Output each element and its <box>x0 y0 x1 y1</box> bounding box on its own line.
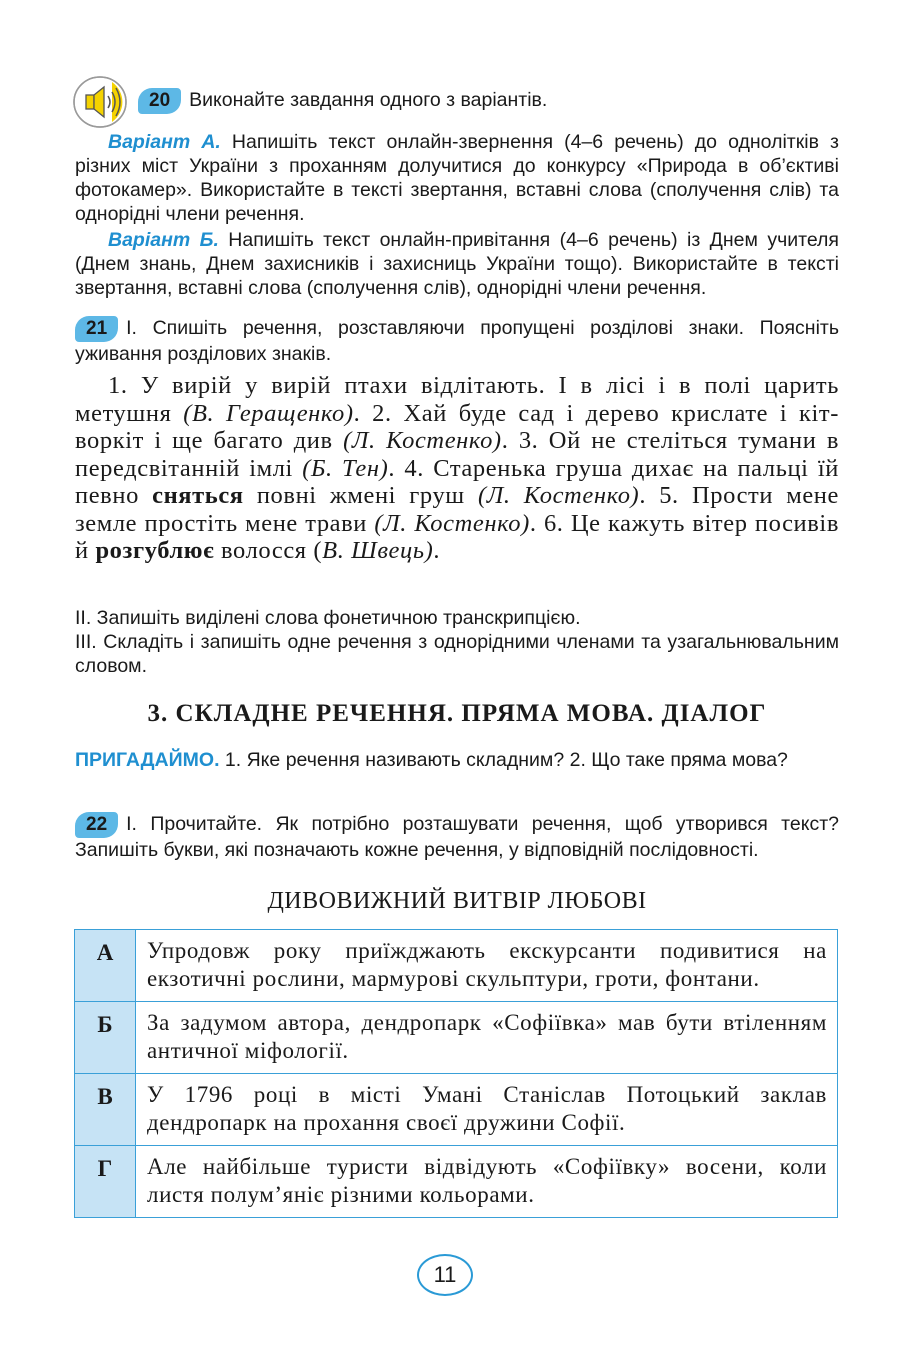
row-text: Упродовж року приїжджають екскурсанти подивитися на екзотичні рослини, мармурові скульптури, гроти, фонтани. <box>136 930 838 1002</box>
sentences-table <box>74 929 838 1218</box>
row-letter: А <box>75 930 136 1002</box>
task-21-header <box>75 316 839 366</box>
row-text: Але найбільше туристи відвідують «Софіївку» восени, коли листя полум’яніє різними кольорами. <box>136 1146 838 1218</box>
speaker-icon[interactable] <box>72 74 132 130</box>
row-letter: Г <box>75 1146 136 1218</box>
variant-b-text: Напишіть текст онлайн-привітання (4–6 речень) із Днем учителя (Днем знань, Днем захисників і захисниць України тощо). Використайте в тексті звертання, вставні слова (сполучення слів), однорідні члени речення. <box>75 229 839 299</box>
variant-b-label: Варіант Б. <box>108 229 219 251</box>
table-row <box>75 1146 838 1218</box>
row-letter: В <box>75 1074 136 1146</box>
sentence-text: . 4. Старенька груша дихає на пальці їй певно <box>75 454 839 509</box>
task-21-part3: ІІІ. Складіть і запишіть одне речення з однорідними членами та узагальнювальним словом. <box>75 631 839 677</box>
sentence-text: . 2. Хай буде сад і дерево крислате і кіт-воркіт і ще багато див <box>75 399 839 454</box>
remember-label: ПРИГАДАЙМО. <box>75 749 220 771</box>
table-row <box>75 1074 838 1146</box>
task-number-badge: 21 <box>75 316 118 342</box>
sentence-text: повні жмені груш <box>243 482 478 509</box>
row-letter: Б <box>75 1002 136 1074</box>
highlighted-word: розгублює <box>95 537 215 564</box>
section-title: 3. СКЛАДНЕ РЕЧЕННЯ. ПРЯМА МОВА. ДІАЛОГ <box>147 700 767 727</box>
task-20-instruction: Виконайте завдання одного з варіантів. <box>189 89 548 112</box>
task-number-badge: 20 <box>138 88 181 114</box>
variant-b <box>75 228 839 300</box>
author-ref: (Л. Костенко) <box>374 509 530 537</box>
task-20-header <box>138 88 838 114</box>
sentence-text: волосся ( <box>214 537 323 564</box>
remember-block <box>75 748 839 772</box>
variant-a <box>75 130 839 226</box>
task-22-header <box>75 812 839 862</box>
sentence-text: . 5. Прости мене земле простіть мене трави <box>75 482 839 537</box>
remember-text: 1. Яке речення називають складним? 2. Що таке пряма мова? <box>219 749 788 771</box>
row-text: У 1796 році в місті Умані Станіслав Потоцький заклав дендропарк на прохання своєї дружини Софії. <box>136 1074 838 1146</box>
row-text: За задумом автора, дендропарк «Софіївка» мав бути втіленням античної міфології. <box>136 1002 838 1074</box>
sentence-text: . <box>433 537 441 564</box>
sentence-text: 1. У вирій у вирій птахи відлітають. І в лісі і в полі царить метушня <box>75 372 839 427</box>
table-row <box>75 930 838 1002</box>
variant-a-text: Напишіть текст онлайн-звернення (4–6 речень) до однолітків з різних міст України з проханням долучитися до конкурсу «Природа в об’єктиві фотокамер». Використайте в тексті звертання, вставні слова (сполучення слів) та однорідні члени речення. <box>75 131 840 225</box>
page-number: 11 <box>417 1254 473 1296</box>
author-ref: В. Швець) <box>322 537 434 564</box>
author-ref: (Л. Костенко) <box>343 427 502 454</box>
author-ref: (Л. Костенко) <box>477 482 640 509</box>
sentence-text: . 6. Це кажуть вітер посивів й <box>75 509 839 564</box>
table-row <box>75 1002 838 1074</box>
sentence-text: . 3. Ой не стеліться тумани в передсвітанній імлі <box>75 427 840 482</box>
task-21-part1: І. Спишіть речення, розставляючи пропущені розділові знаки. Поясніть уживання розділових знаків. <box>75 317 839 365</box>
task-21-part2: ІІ. Запишіть виділені слова фонетичною транскрипцією. <box>75 607 581 629</box>
author-ref: (Б. Тен) <box>302 454 389 482</box>
highlighted-word: сняться <box>152 482 244 509</box>
text-title: ДИВОВИЖНИЙ ВИТВІР ЛЮБОВІ <box>267 888 647 914</box>
task-number-badge: 22 <box>75 812 118 838</box>
task-21-sentences <box>75 372 839 565</box>
variant-a-label: Варіант А. <box>108 131 221 153</box>
task-22-instruction: І. Прочитайте. Як потрібно розташувати речення, щоб утворився текст? Запишіть букви, які позначають кожне речення, у відповідній послідовності. <box>75 813 839 861</box>
author-ref: (В. Геращенко) <box>183 399 354 427</box>
